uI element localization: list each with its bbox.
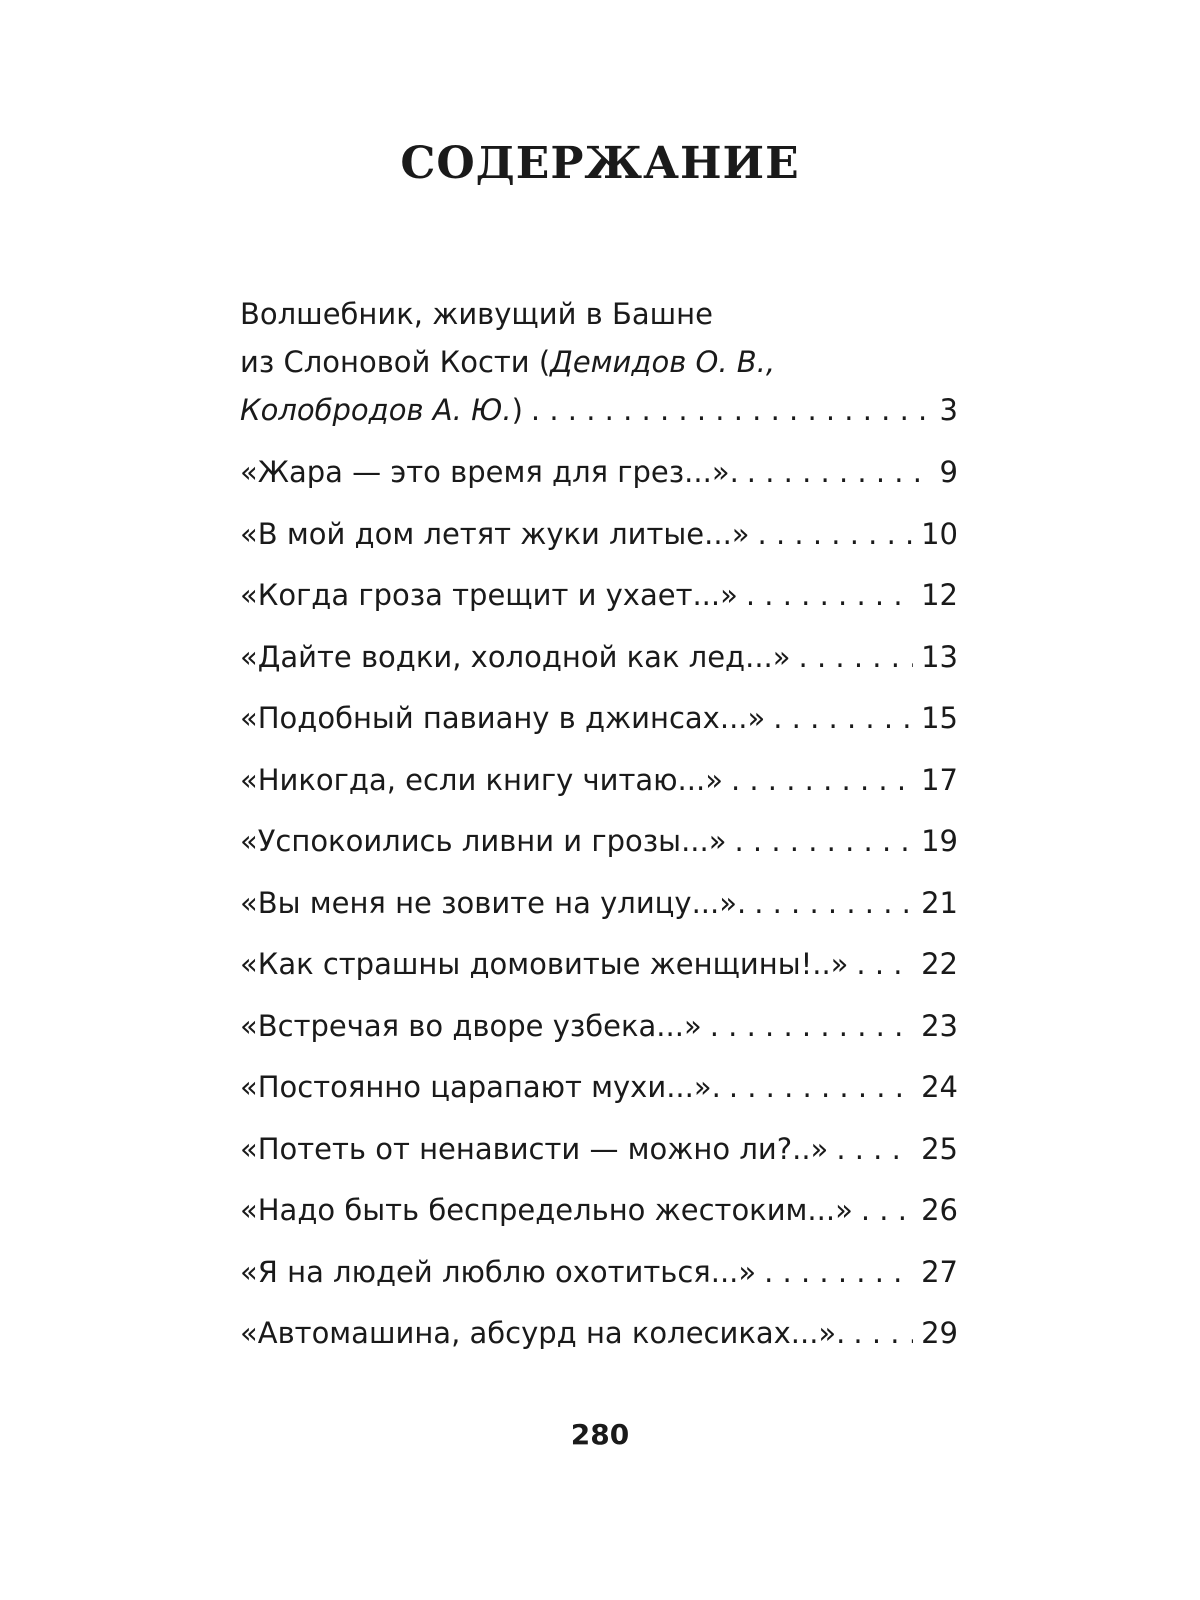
toc-entry-list (240, 448, 958, 1357)
toc-entry (240, 1063, 958, 1111)
leader-dots (856, 940, 913, 988)
leader-dots (746, 571, 913, 619)
toc-entry-title: «Подобный павиану в джинсах...» (240, 701, 766, 735)
toc-entry-title: «Я на людей люблю охотиться...» (240, 1254, 757, 1289)
toc-entry-page: 10 (921, 516, 958, 551)
toc-entry-page: 19 (921, 824, 958, 858)
toc-entry-title: «Вы меня не зовите на улицу...». (240, 885, 747, 920)
leader-dots (531, 386, 932, 434)
toc-entry-page: 9 (939, 455, 958, 489)
toc-entry (240, 510, 958, 558)
toc-entry-page: 17 (921, 762, 958, 797)
leader-dots (764, 1248, 913, 1296)
toc-entry-first (240, 290, 958, 434)
toc-entry (240, 571, 958, 619)
toc-entry-first-line3 (240, 386, 958, 434)
toc-entry-first-line2 (240, 338, 958, 386)
leader-dots (853, 1309, 913, 1357)
toc-entry-first-line2-plain: из Слоновой Кости ( (240, 345, 551, 379)
toc-entry (240, 756, 958, 804)
toc-entry-page: 27 (921, 1254, 958, 1289)
toc-entry-title: «Встречая во дворе узбека...» (240, 1008, 702, 1043)
toc-entry (240, 694, 958, 742)
toc-entry (240, 1125, 958, 1173)
toc-entry (240, 1002, 958, 1050)
toc-entry-title: «Надо быть беспредельно жестоким...» (240, 1193, 853, 1227)
toc-entry-page: 13 (921, 639, 958, 674)
leader-dots (773, 694, 913, 742)
toc-entry-first-close: ) (511, 393, 523, 427)
leader-dots (747, 448, 932, 496)
leader-dots (710, 1002, 913, 1050)
page-title: СОДЕРЖАНИЕ (400, 138, 800, 189)
toc-entry-page: 25 (921, 1131, 958, 1166)
toc-entry-page: 22 (921, 947, 958, 981)
toc-entry-title: «Автомашина, абсурд на колесиках...». (240, 1316, 846, 1350)
toc-entry-first-authors-1: Демидов О. В., (550, 345, 776, 379)
toc-entry-page: 21 (921, 885, 958, 920)
toc-entry-page: 23 (921, 1008, 958, 1043)
toc-entry-title: «Потеть от ненависти — можно ли?..» (240, 1131, 829, 1166)
leader-dots (836, 1125, 913, 1173)
leader-dots (734, 817, 913, 865)
toc-entry (240, 1186, 958, 1234)
toc-entry-title: «Постоянно царапают мухи...». (240, 1070, 721, 1104)
toc-entry (240, 879, 958, 927)
leader-dots (731, 756, 913, 804)
toc-entry (240, 1248, 958, 1296)
toc-entry-title: «Как страшны домовитые женщины!..» (240, 947, 849, 981)
toc-entry (240, 448, 958, 496)
leader-dots (758, 510, 914, 558)
toc-entry-page: 26 (921, 1193, 958, 1227)
toc-entry-title: «Никогда, если книгу читаю...» (240, 762, 723, 797)
toc-entry (240, 1309, 958, 1357)
leader-dots (861, 1186, 913, 1234)
toc-entry-page: 3 (939, 393, 958, 427)
toc-entry-title: «Когда гроза трещит и ухает...» (240, 578, 738, 612)
toc-entry-title: «Дайте водки, холодной как лед...» (240, 639, 791, 674)
toc-entry-title: «Жара — это время для грез...». (240, 455, 739, 489)
toc-entry (240, 817, 958, 865)
toc-entry-title: «Успокоились ливни и грозы...» (240, 824, 727, 858)
leader-dots (754, 879, 913, 927)
toc-entry-first-authors-2: Колобродов А. Ю. (240, 393, 512, 427)
leader-dots (799, 633, 914, 681)
toc-entry-first-line1: Волшебник, живущий в Башне (240, 297, 713, 331)
page-number: 280 (570, 1418, 630, 1451)
toc-entry-title: «В мой дом летят жуки литые...» (240, 516, 750, 551)
table-of-contents (240, 290, 958, 1371)
toc-entry-page: 29 (921, 1316, 958, 1350)
toc-entry-page: 15 (921, 701, 958, 735)
toc-entry-page: 12 (921, 578, 958, 612)
leader-dots (729, 1063, 913, 1111)
toc-entry (240, 633, 958, 681)
toc-entry-page: 24 (921, 1070, 958, 1104)
toc-entry (240, 940, 958, 988)
